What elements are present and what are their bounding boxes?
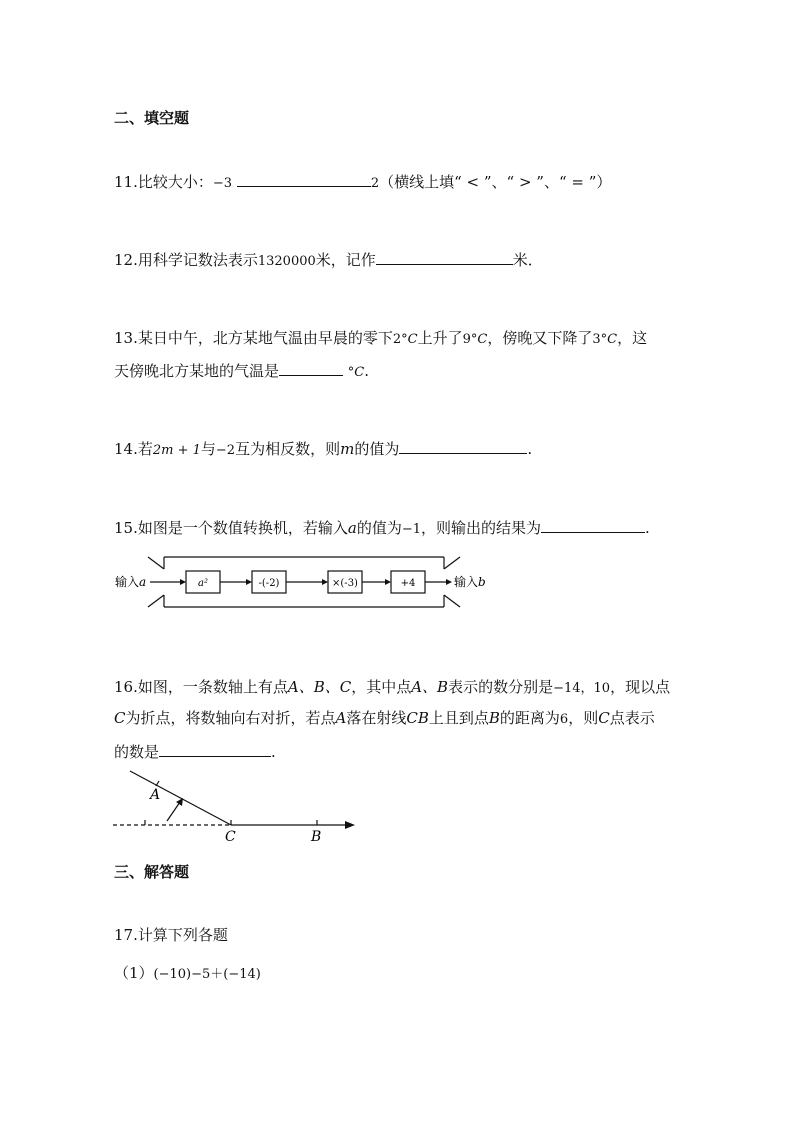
q16-folded-segment (130, 771, 231, 825)
q16-distance: 6 (559, 712, 569, 727)
q13-unit-2: °C (470, 332, 488, 347)
q15-variable: a (347, 519, 357, 537)
question-17-title: 17.计算下列各题 (114, 926, 228, 944)
q12-number: 1320000 (257, 254, 316, 269)
question-16-line-1 (114, 677, 670, 699)
q16-text-j: 点表示 (609, 709, 655, 727)
q13-temp-3: 3 (592, 332, 601, 347)
q14-mid-3: 的值为 (354, 440, 400, 458)
q15-suffix: . (645, 519, 650, 537)
q16-number-line-figure (110, 764, 360, 846)
q16-text-e: 为折点，将数轴向右对折，若点 (125, 709, 336, 727)
question-12 (114, 249, 543, 272)
question-15 (114, 517, 650, 540)
question-13-line-1 (114, 328, 647, 350)
q15-mid-2: ，则输出的结果为 (421, 519, 542, 537)
q16-label-a: A (150, 787, 161, 803)
q16-ray-cb: CB (406, 709, 429, 727)
question-14 (114, 438, 532, 461)
q16-end: . (271, 743, 276, 761)
q14-mid-2: 互为相反数，则 (235, 440, 341, 458)
q14-expression-1: 2m + 1 (152, 443, 201, 458)
q15-input-label: 输入a (115, 575, 147, 589)
q16-text-k: 的数是 (114, 743, 160, 761)
q15-prefix: 15.如图是一个数值转换机，若输入 (114, 519, 348, 537)
q16-values: −14，10 (553, 681, 611, 696)
q11-hint: （横线上填“ < ”、“ > ”、“ = ”） (379, 173, 612, 191)
q13-text-b: 上升了 (417, 329, 463, 347)
q16-point-b: B (488, 709, 500, 727)
q13-unit-4: °C (347, 365, 365, 380)
q16-points-ab: A、B (411, 678, 449, 696)
q16-label-c: C (225, 829, 236, 845)
q14-expression-2: −2 (215, 443, 236, 458)
q13-text-e: 天傍晚北方某地的气温是 (114, 362, 280, 380)
q13-unit-3: °C (600, 332, 618, 347)
q16-point-c-1: C (114, 709, 126, 727)
q16-text-b: ，其中点 (351, 678, 412, 696)
q16-text-g: 上且到点 (428, 709, 489, 727)
question-16-line-3 (114, 741, 276, 762)
q16-text-c: 表示的数分别是 (448, 678, 554, 696)
question-16-line-2 (114, 708, 655, 730)
q16-text-d: ，现以点 (610, 678, 671, 696)
q12-suffix: 米． (512, 251, 543, 269)
q12-answer-blank[interactable] (376, 249, 513, 265)
q15-box-square: a² (198, 578, 208, 589)
q15-box-minus-neg2: -(-2) (258, 578, 280, 589)
q12-prefix: 12.用科学记数法表示 (114, 251, 258, 269)
q16-text-a: 16.如图，一条数轴上有点 (114, 678, 288, 696)
q16-text-i: ，则 (568, 709, 599, 727)
q15-box-plus4: +4 (400, 578, 416, 589)
q13-unit-1: °C (401, 332, 418, 347)
q13-text-d: ，这 (617, 329, 648, 347)
q16-point-c-2: C (598, 709, 610, 727)
q14-variable: m (340, 440, 355, 458)
q13-text-c: ，傍晚又下降了 (487, 329, 593, 347)
section-title-fill-in: 二、填空题 (114, 109, 190, 127)
q16-text-h: 的距离为 (499, 709, 560, 727)
q13-text-a: 13.某日中午，北方某地气温由早晨的零下 (114, 329, 393, 347)
question-17-part-1 (114, 963, 261, 985)
q13-end: . (364, 362, 370, 380)
q15-value: −1 (401, 522, 421, 537)
q16-points-abc: A、B、C (287, 678, 352, 696)
q14-suffix: . (527, 440, 533, 458)
q16-text-f: 落在射线 (346, 709, 407, 727)
q11-number-a: −3 (212, 176, 233, 191)
q11-answer-blank[interactable] (237, 171, 371, 187)
q13-temp-1: 2 (392, 332, 402, 347)
q16-label-b: B (311, 829, 322, 845)
question-11 (114, 171, 611, 194)
q16-answer-blank[interactable] (159, 741, 271, 757)
section-title-answers: 三、解答题 (114, 863, 190, 881)
q14-mid-1: 与 (200, 440, 216, 458)
q17-part-1-expression: (−10)−5＋(−14) (153, 967, 261, 982)
q14-answer-blank[interactable] (399, 438, 527, 454)
q11-number-b: 2 (370, 176, 380, 191)
q16-point-a: A (335, 709, 347, 727)
q17-part-1-label: （1） (114, 964, 154, 982)
q13-temp-2: 9 (462, 332, 471, 347)
q15-answer-blank[interactable] (541, 517, 645, 533)
q13-answer-blank[interactable] (279, 360, 343, 376)
q15-mid: 的值为 (356, 519, 402, 537)
q15-box-times-neg3: ×(-3) (332, 578, 358, 589)
q15-output-label: 输入b (454, 575, 486, 589)
question-13-line-2 (114, 360, 369, 383)
q12-mid: 米，记作 (315, 251, 376, 269)
q11-prefix: 11.比较大小： (114, 173, 213, 191)
q15-conversion-machine-diagram (110, 553, 500, 611)
q14-prefix: 14.若 (114, 440, 153, 458)
